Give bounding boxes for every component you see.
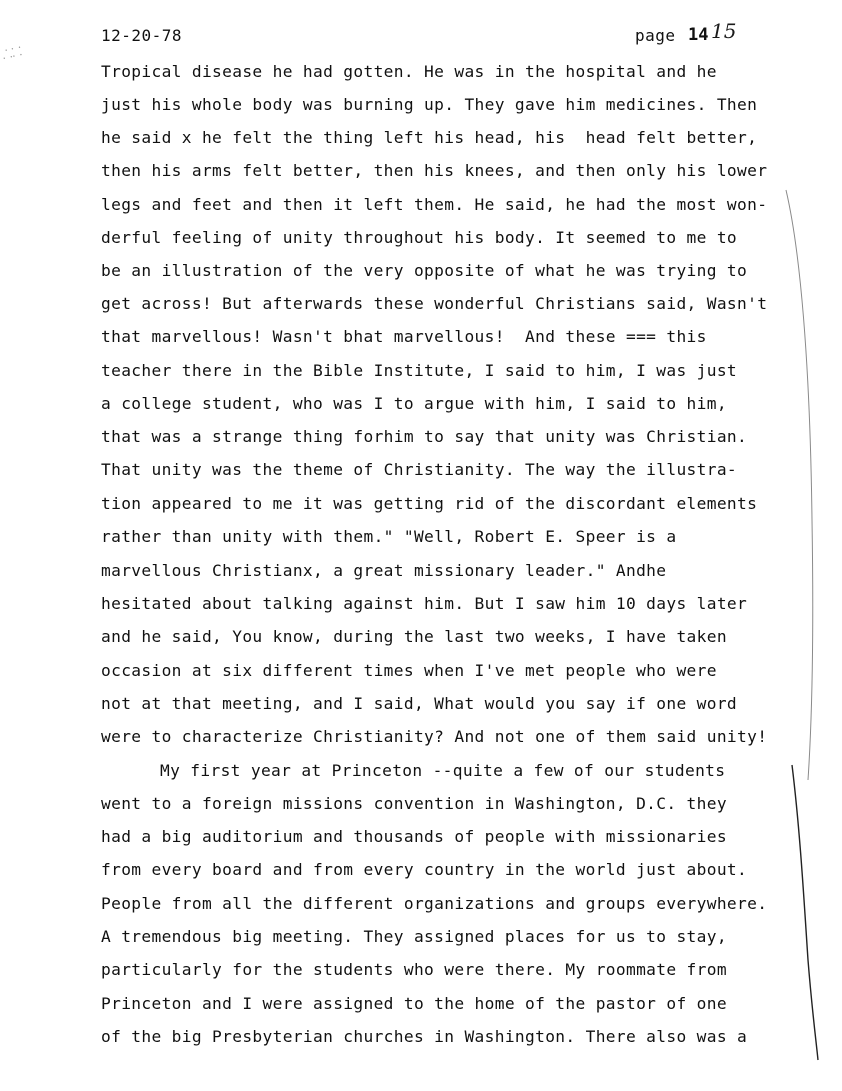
body-line: and he said, You know, during the last two weeks, I have taken [101, 627, 727, 646]
body-line: just his whole body was burning up. They gave him medicines. Then [101, 95, 758, 114]
body-line: were to characterize Christianity? And not one of them said unity! [101, 727, 768, 746]
right-margin-curve-line [786, 190, 813, 780]
body-line: not at that meeting, and I said, What would you say if one word [101, 694, 738, 713]
body-line: from every board and from every country in the world just about. [101, 860, 748, 879]
body-line: derful feeling of unity throughout his body. It seemed to me to [101, 228, 738, 247]
handwritten-page-number: 15 [711, 19, 737, 43]
body-line: People from all the different organizations and groups everywhere. [101, 894, 768, 913]
margin-smudge-mark: ⸫⸬ [0, 44, 24, 62]
body-line: occasion at six different times when I've met people who were [101, 661, 717, 680]
body-line: that was a strange thing forhim to say that unity was Christian. [101, 427, 748, 446]
body-line: rather than unity with them." "Well, Robert E. Speer is a [101, 527, 677, 546]
body-line: Tropical disease he had gotten. He was in the hospital and he [101, 62, 717, 81]
document-date: 12-20-78 [101, 26, 183, 45]
paragraph-start-line: My first year at Princeton --quite a few of our students [160, 761, 726, 780]
body-line: that marvellous! Wasn't bhat marvellous! And these === this [101, 327, 707, 346]
body-line: That unity was the theme of Christianity. The way the illustra- [101, 460, 738, 479]
body-line: legs and feet and then it left them. He said, he had the most won- [101, 195, 768, 214]
body-line: particularly for the students who were there. My roommate from [101, 960, 727, 979]
body-line: tion appeared to me it was getting rid of the discordant elements [101, 494, 758, 513]
body-line: Princeton and I were assigned to the home of the pastor of one [101, 994, 727, 1013]
body-line: marvellous Christianx, a great missionary leader." Andhe [101, 561, 667, 580]
right-margin-bracket-line [792, 765, 818, 1060]
body-line: teacher there in the Bible Institute, I said to him, I was just [101, 361, 738, 380]
typed-page-number-overstruck: 14 [688, 25, 709, 45]
body-line: be an illustration of the very opposite of what he was trying to [101, 261, 748, 280]
body-line: hesitated about talking against him. But I saw him 10 days later [101, 594, 748, 613]
page-label: page [635, 26, 676, 45]
body-line: A tremendous big meeting. They assigned places for us to stay, [101, 927, 727, 946]
body-line: of the big Presbyterian churches in Washington. There also was a [101, 1027, 748, 1046]
body-line: get across! But afterwards these wonderful Christians said, Wasn't [101, 294, 768, 313]
body-line: went to a foreign missions convention in Washington, D.C. they [101, 794, 727, 813]
body-line: had a big auditorium and thousands of people with missionaries [101, 827, 727, 846]
body-line: then his arms felt better, then his knees, and then only his lower [101, 161, 768, 180]
body-line: he said x he felt the thing left his head, his head felt better, [101, 128, 758, 147]
body-line: a college student, who was I to argue with him, I said to him, [101, 394, 727, 413]
